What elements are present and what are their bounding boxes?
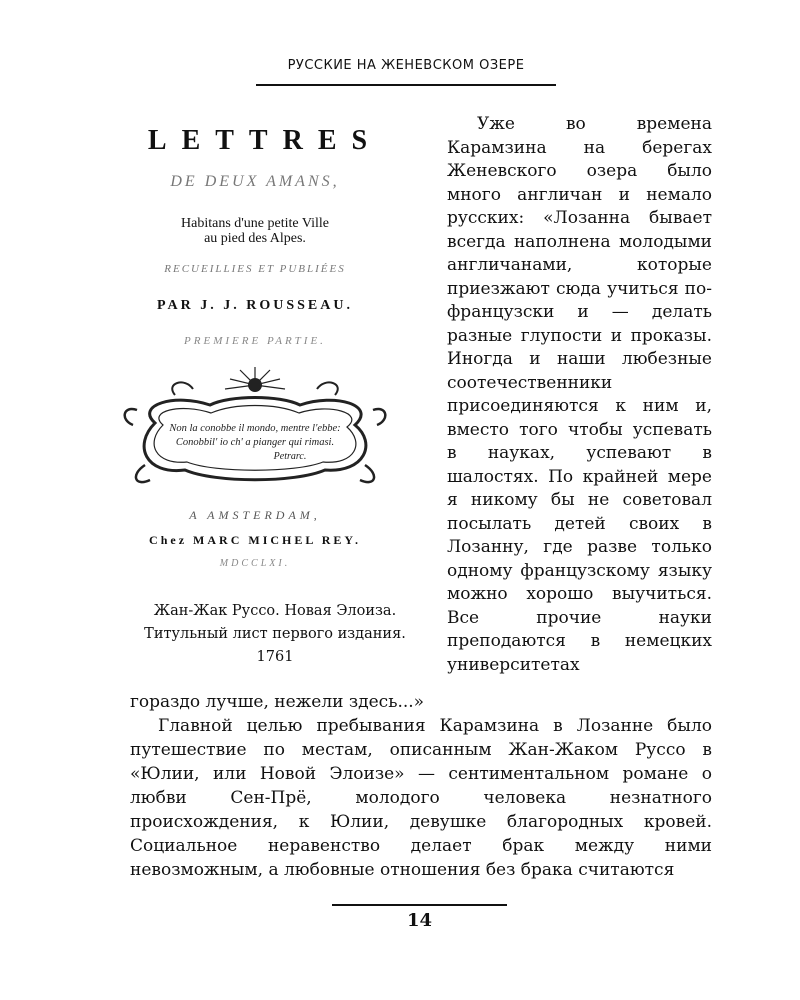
title-page-part: PREMIERE PARTIE. [184, 335, 326, 347]
title-page-subtitle [90, 216, 420, 246]
footer-rule [332, 904, 507, 906]
vignette-motto-line2: Conobbil' io ch' a pianger qui rimasi. [175, 437, 335, 448]
title-page-recueillies: RECUEILLIES ET PUBLIÉES [164, 263, 346, 275]
paragraph-continuation: гораздо лучше, нежели здесь...» [130, 692, 425, 712]
header-rule [256, 84, 556, 86]
column-text [447, 113, 712, 677]
title-page-city: A AMSTERDAM, [189, 508, 321, 522]
figure-caption [130, 600, 420, 669]
page-number: 14 [406, 910, 433, 931]
caption-line3: 1761 [256, 649, 294, 665]
title-page-author: PAR J. J. ROUSSEAU. [157, 298, 353, 313]
title-page-publisher: Chez MARC MICHEL REY. [149, 533, 361, 547]
vignette-motto-line1: Non la conobbe il mondo, mentre l'ebbe: [169, 423, 341, 434]
caption-line2: Титульный лист первого издания. [144, 626, 406, 642]
vignette-motto-attribution: Petrarc. [273, 451, 307, 462]
running-head: РУССКИЕ НА ЖЕНЕВСКОМ ОЗЕРЕ [287, 58, 525, 73]
caption-line1: Жан-Жак Руссо. Новая Элоиза. [153, 603, 397, 619]
ornament-vignette-icon [115, 365, 395, 495]
paragraph-main: Главной целью пребывания Карамзина в Лозанне было путешествие по местам, описанным Жан-Жаком Руссо в «Юлии, или Новой Элоизе» — сентиментальном романе о любви Сен-Прё, молодого человека незнатного происхождения, к Юлии, девушке благородных кровей. Социальное неравенство делает брак между ними невозможным, а любовные отношения без брака считаются [130, 716, 712, 880]
title-page-year: MDCCLXI. [219, 558, 291, 569]
title-page-subtitle-line1: Habitans d'une petite Ville [181, 216, 329, 231]
title-page-lettres: LETTRES [147, 125, 383, 156]
column-paragraph: Уже во времена Карамзина на берегах Женевского озера было много англичан и немало русских: «Лозанна бывает всегда наполнена молодыми англичанами, которые приезжают сюда учиться по-французски и — делать разные глупости и проказы. Иногда и наши любезные соотечественники присоединяются к ним и, вместо того чтобы успевать в науках, успевают в шалостях. По крайней мере я никому бы не советовал посылать детей своих в Лозанну, где разве только одному французскому языку можно хорошо выучиться. Все прочие науки преподаются в немецких университетах [447, 114, 712, 675]
full-width-text [130, 690, 712, 882]
title-page-subtitle-line2: au pied des Alpes. [204, 231, 306, 246]
title-page-de-deux-amans: DE DEUX AMANS, [170, 173, 340, 190]
